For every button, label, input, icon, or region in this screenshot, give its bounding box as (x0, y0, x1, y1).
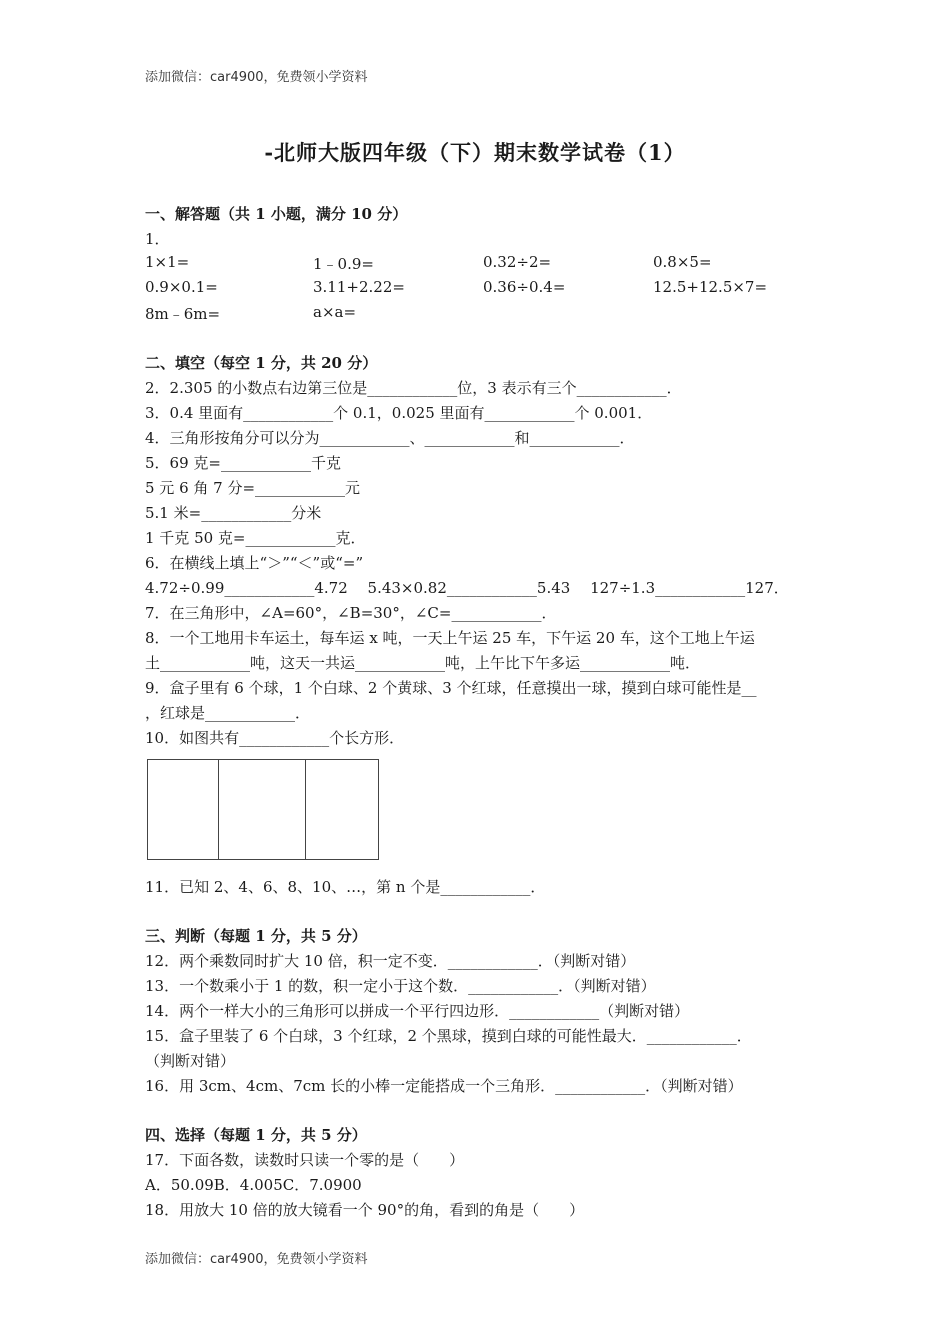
page-title: -北师大版四年级（下）期末数学试卷（1） (264, 140, 686, 165)
question-6-line-2: 4.72÷0.99____________4.72 5.43×0.82____________5.43 127÷1.3____________127． (145, 579, 789, 597)
question-17-options: A．50.09B．4.005C．7.0900 (145, 1176, 362, 1194)
question-5-line-1: 5．69 克=____________千克 (145, 454, 341, 472)
question-7: 7．在三角形中，∠A=60°，∠B=30°，∠C=____________． (145, 604, 557, 622)
question-5-line-2: 5 元 6 角 7 分=____________元 (145, 479, 361, 497)
question-9-line-1: 9．盒子里有 6 个球，1 个白球、2 个黄球、3 个红球，任意摸出一球，摸到白球可能性是__ (145, 679, 757, 697)
question-12: 12．两个乘数同时扩大 10 倍，积一定不变．____________．（判断对错） (145, 952, 636, 970)
section-3-heading: 三、判断（每题 1 分，共 5 分） (145, 927, 367, 945)
section-2-heading: 二、填空（每空 1 分，共 20 分） (145, 354, 378, 372)
question-8-line-1: 8．一个工地用卡车运土，每车运 x 吨，一天上午运 25 车，下午运 20 车，这个工地上午运 (145, 629, 755, 647)
q1-item: 0.8×5= (653, 253, 712, 271)
page-header: 添加微信：car4900，免费领小学资料 (145, 70, 368, 85)
q1-item: 1﹣0.9= (313, 255, 374, 273)
question-4: 4．三角形按角分可以分为____________、____________和____________． (145, 429, 635, 447)
q1-item: 0.9×0.1= (145, 278, 218, 296)
page-footer: 添加微信：car4900，免费领小学资料 (145, 1252, 368, 1267)
question-15-line-2: （判断对错） (145, 1052, 236, 1070)
question-16: 16．用 3cm、4cm、7cm 长的小棒一定能搭成一个三角形．____________．（判断对错） (145, 1077, 743, 1095)
q1-item: 8m﹣6m= (145, 305, 221, 323)
question-2: 2．2.305 的小数点右边第三位是____________位，3 表示有三个____________． (145, 379, 682, 397)
q1-item: 0.36÷0.4= (483, 278, 566, 296)
question-17: 17．下面各数，读数时只读一个零的是（ ） (145, 1151, 465, 1169)
rectangles-figure (147, 759, 379, 860)
q1-item: 1×1= (145, 253, 190, 271)
question-10: 10．如图共有____________个长方形． (145, 729, 405, 747)
question-9-line-2: ，红球是____________． (145, 704, 311, 722)
question-11: 11．已知 2、4、6、8、10、…，第 n 个是____________． (145, 878, 546, 896)
figure-divider (305, 760, 306, 859)
question-3: 3．0.4 里面有____________个 0.1，0.025 里面有____________个 0.001． (145, 404, 653, 422)
question-18: 18．用放大 10 倍的放大镜看一个 90°的角，看到的角是（ ） (145, 1201, 585, 1219)
question-5-line-3: 5.1 米=____________分米 (145, 504, 322, 522)
question-8-line-2: 土____________吨，这天一共运____________吨，上午比下午多运____________吨． (145, 654, 701, 672)
figure-divider (218, 760, 219, 859)
section-1-heading: 一、解答题（共 1 小题，满分 10 分） (145, 205, 408, 223)
q1-item: 0.32÷2= (483, 253, 552, 271)
q1-item: a×a= (313, 303, 357, 321)
question-5-line-4: 1 千克 50 克=____________克． (145, 529, 366, 547)
q1-item: 12.5+12.5×7= (653, 278, 768, 296)
q1-number: 1． (145, 230, 170, 248)
question-6-line-1: 6．在横线上填上“＞”“＜”或“=” (145, 554, 364, 572)
question-15-line-1: 15．盒子里装了 6 个白球，3 个红球，2 个黑球，摸到白球的可能性最大．____________． (145, 1027, 752, 1045)
section-4-heading: 四、选择（每题 1 分，共 5 分） (145, 1126, 367, 1144)
question-13: 13．一个数乘小于 1 的数，积一定小于这个数．____________．（判断对错） (145, 977, 656, 995)
q1-item: 3.11+2.22= (313, 278, 405, 296)
question-14: 14．两个一样大小的三角形可以拼成一个平行四边形．____________（判断对错） (145, 1002, 690, 1020)
